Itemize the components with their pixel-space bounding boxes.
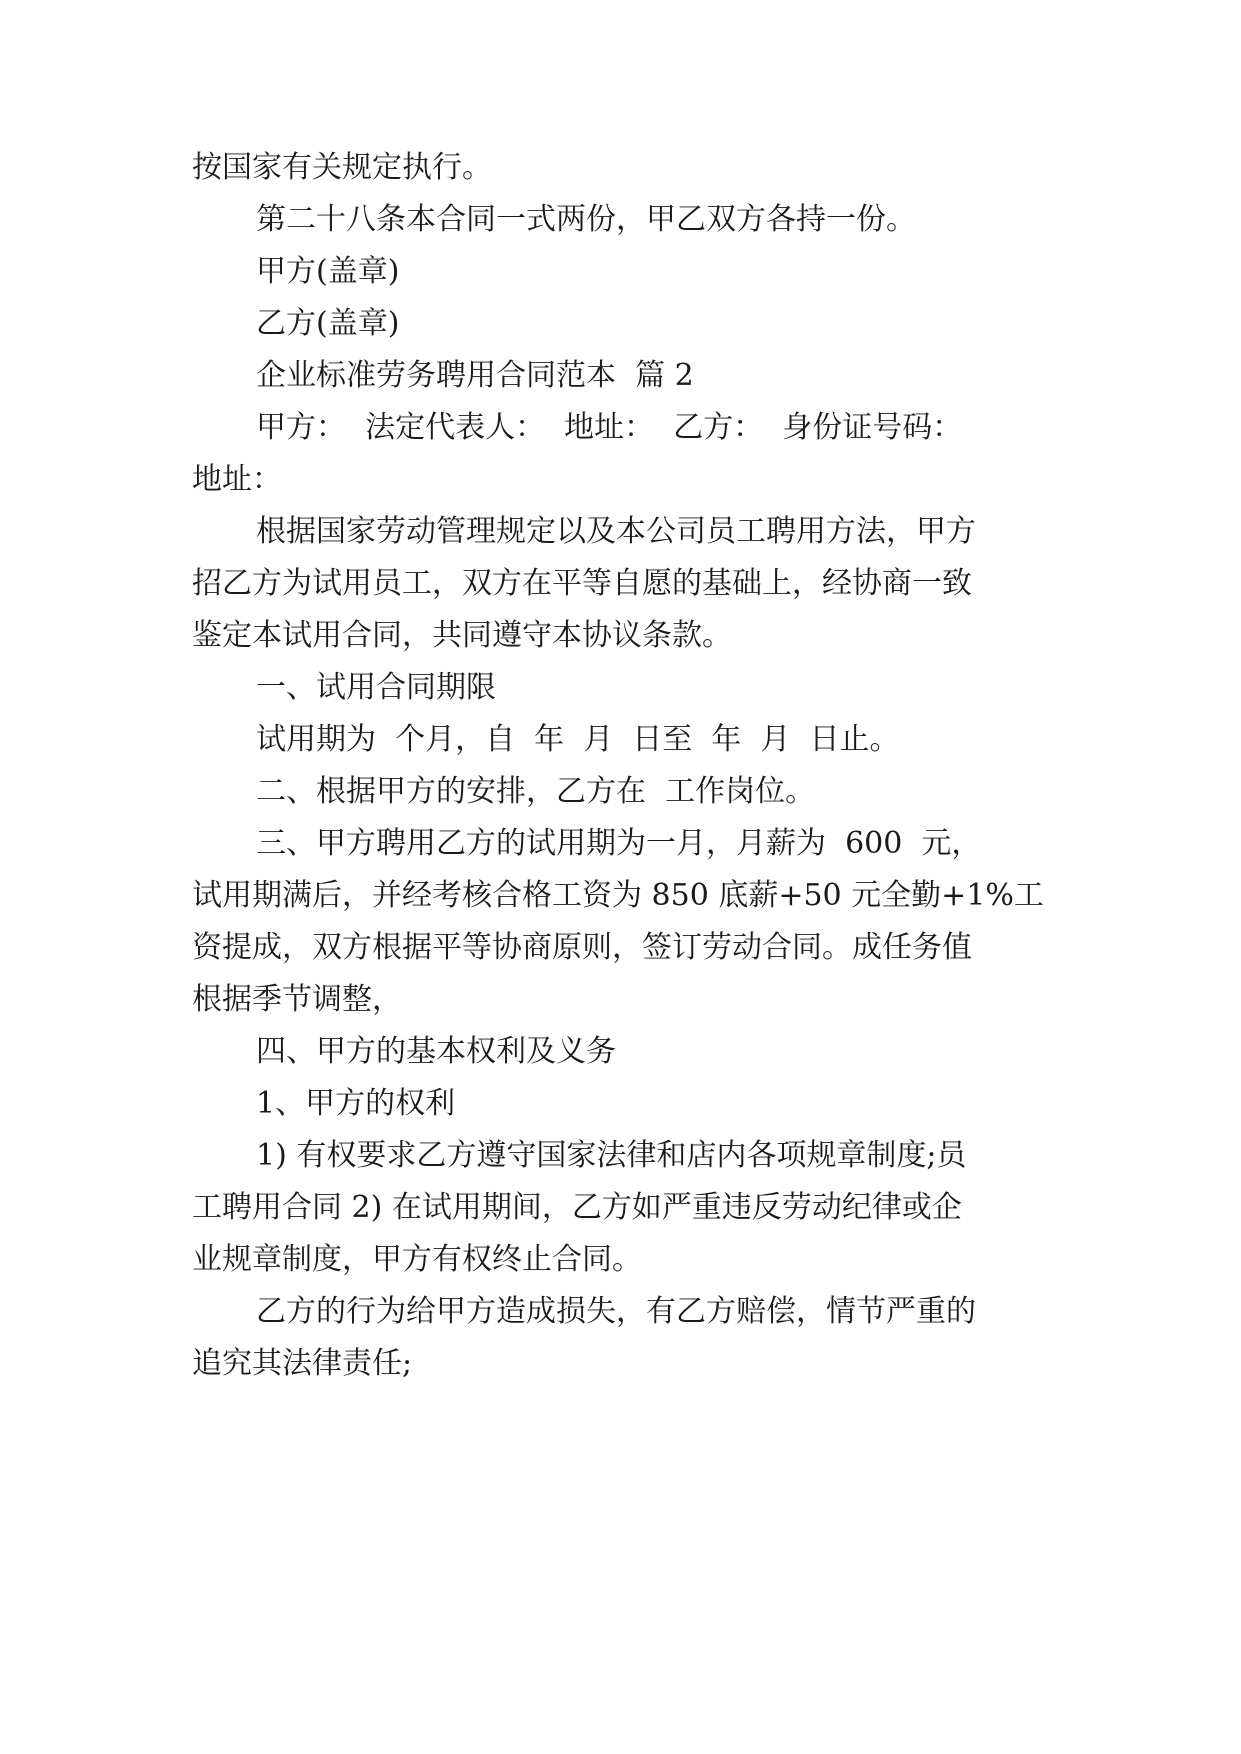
section-heading: 企业标准劳务聘用合同范本 篇 2 xyxy=(256,358,694,393)
text-line: 根据季节调整， xyxy=(192,982,402,1017)
text-line: 招乙方为试用员工，双方在平等自愿的基础上，经协商一致 xyxy=(192,566,972,601)
text-line: 资提成，双方根据平等协商原则，签订劳动合同。成任务值 xyxy=(192,930,972,965)
text-line: 鉴定本试用合同，共同遵守本协议条款。 xyxy=(192,618,732,653)
text-line: 乙方的行为给甲方造成损失，有乙方赔偿，情节严重的 xyxy=(256,1294,976,1329)
text-line: 二、根据甲方的安排，乙方在 工作岗位。 xyxy=(256,774,816,809)
text-line: 追究其法律责任; xyxy=(192,1346,413,1381)
text-line: 甲方(盖章) xyxy=(256,254,400,289)
text-line: 乙方(盖章) xyxy=(256,306,400,341)
text-line: 地址： xyxy=(192,462,282,497)
text-line: 1、甲方的权利 xyxy=(256,1086,456,1121)
text-line: 按国家有关规定执行。 xyxy=(192,150,492,185)
text-line: 甲方： 法定代表人： 地址： 乙方： 身份证号码： xyxy=(256,410,963,445)
text-line: 三、甲方聘用乙方的试用期为一月，月薪为 600 元， xyxy=(256,826,982,861)
text-line: 根据国家劳动管理规定以及本公司员工聘用方法，甲方 xyxy=(256,514,976,549)
text-line: 业规章制度，甲方有权终止合同。 xyxy=(192,1242,642,1277)
text-line: 1) 有权要求乙方遵守国家法律和店内各项规章制度;员 xyxy=(256,1138,967,1173)
text-line: 一、试用合同期限 xyxy=(256,670,496,705)
text-line: 四、甲方的基本权利及义务 xyxy=(256,1034,616,1069)
text-line: 第二十八条本合同一式两份，甲乙双方各持一份。 xyxy=(256,202,916,237)
text-line: 工聘用合同 2) 在试用期间，乙方如严重违反劳动纪律或企 xyxy=(192,1190,962,1225)
text-line: 试用期为 个月，自 年 月 日至 年 月 日止。 xyxy=(256,722,900,757)
text-line: 试用期满后，并经考核合格工资为 850 底薪+50 元全勤+1%工 xyxy=(192,878,1044,913)
